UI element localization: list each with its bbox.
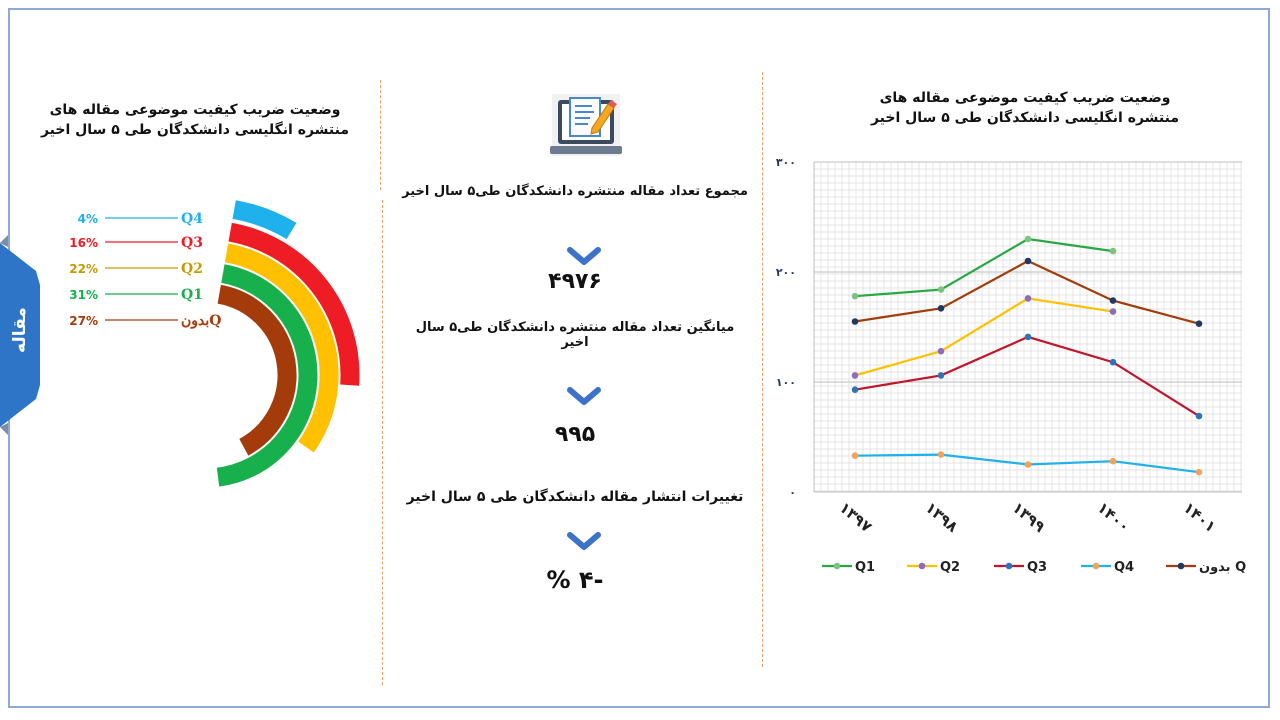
data-point xyxy=(938,348,945,355)
x-tick-label: ۱۴۰۰ xyxy=(1093,498,1134,536)
data-point xyxy=(852,452,859,459)
data-point xyxy=(938,305,945,312)
legend-marker xyxy=(1006,563,1013,570)
change-label: تغییرات انتشار مقاله دانشکدگان طی ۵ سال اخیر xyxy=(406,489,744,505)
radial-category-label: Q1 xyxy=(181,287,203,303)
x-tick-label: ۱۳۹۸ xyxy=(921,498,962,536)
data-point xyxy=(1025,461,1032,468)
mean-articles-label: میانگین تعداد مقاله منتشره دانشکدگان طی۵ سال اخیر xyxy=(415,320,735,350)
data-point xyxy=(1025,295,1032,302)
data-point xyxy=(1110,458,1117,465)
legend-label: Q3 xyxy=(1027,560,1048,575)
legend-label: Q4 xyxy=(1114,560,1135,575)
x-tick-label: ۱۴۰۱ xyxy=(1179,498,1220,536)
legend-marker xyxy=(834,563,841,570)
change-value: -۴ % xyxy=(546,566,604,594)
legend-marker xyxy=(1178,563,1185,570)
data-point xyxy=(1196,320,1203,327)
data-point xyxy=(1110,359,1117,366)
radial-percent-label: 31% xyxy=(69,288,98,302)
total-articles-value: ۴۹۷۶ xyxy=(548,269,602,294)
data-point xyxy=(1196,469,1203,476)
radial-category-label: Q4 xyxy=(181,211,203,227)
series-line-Q1 xyxy=(855,239,1113,296)
mean-articles-value: ۹۹۵ xyxy=(554,422,596,447)
legend-marker xyxy=(1093,563,1100,570)
data-point xyxy=(852,293,859,300)
y-tick-label: ۰ xyxy=(789,486,796,499)
data-point xyxy=(1025,258,1032,265)
data-point xyxy=(1110,308,1117,315)
data-point xyxy=(938,286,945,293)
side-tab-label: مقاله xyxy=(10,307,30,353)
radial-percent-label: 27% xyxy=(69,314,98,328)
y-tick-label: ۲۰۰ xyxy=(775,266,796,279)
radial-percent-label: 16% xyxy=(69,236,98,250)
y-tick-label: ۱۰۰ xyxy=(775,376,796,389)
radial-chart-title: وضعیت ضریب کیفیت موضوعی مقاله های منتشره انگلیسی دانشکدگان طی ۵ سال اخیر xyxy=(40,102,350,138)
legend-marker xyxy=(919,563,926,570)
radial-category-label: Q3 xyxy=(181,235,203,251)
x-tick-label: ۱۳۹۷ xyxy=(835,498,876,536)
data-point xyxy=(852,386,859,393)
data-point xyxy=(1110,248,1117,255)
legend-label: Q2 xyxy=(940,560,961,575)
data-point xyxy=(1110,297,1117,304)
x-tick-label: ۱۳۹۹ xyxy=(1008,498,1049,536)
total-articles-label: مجموع تعداد مقاله منتشره دانشکدگان طی۵ سال اخیر xyxy=(402,184,748,199)
series-line-Q3 xyxy=(855,337,1199,416)
radial-category-label: بدونQ xyxy=(181,313,222,329)
radial-category-label: Q2 xyxy=(181,261,203,277)
data-point xyxy=(1025,334,1032,341)
line-chart-title: وضعیت ضریب کیفیت موضوعی مقاله های منتشره انگلیسی دانشکدگان طی ۵ سال اخیر xyxy=(870,90,1180,126)
data-point xyxy=(1196,413,1203,420)
legend-label: بدون Q xyxy=(1199,560,1247,575)
data-point xyxy=(852,372,859,379)
data-point xyxy=(938,372,945,379)
data-point xyxy=(852,318,859,325)
data-point xyxy=(938,451,945,458)
radial-percent-label: 4% xyxy=(77,212,98,226)
y-tick-label: ۳۰۰ xyxy=(775,156,796,169)
radial-percent-label: 22% xyxy=(69,262,98,276)
data-point xyxy=(1025,236,1032,243)
legend-label: Q1 xyxy=(855,560,876,575)
